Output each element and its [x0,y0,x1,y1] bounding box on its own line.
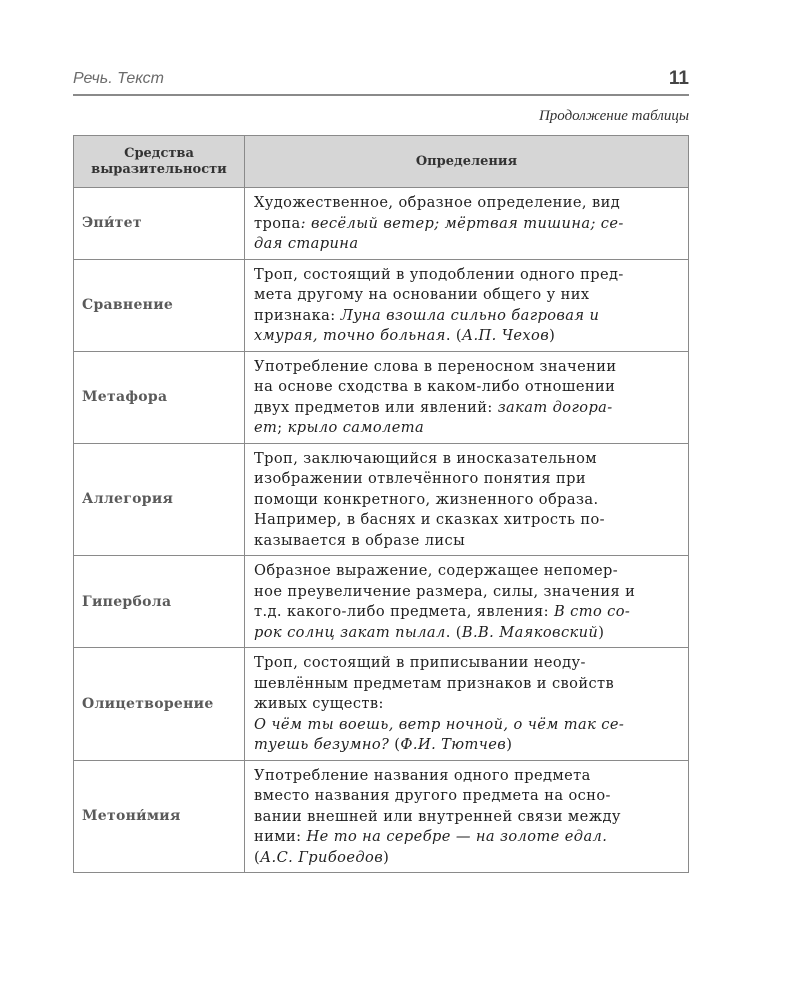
definition-example-text: закат догора- [497,398,613,416]
definition-text: Употребление слова в переносном значении [254,357,617,375]
definition-line [254,531,680,552]
page-number: 11 [668,68,689,89]
table-row [74,351,689,443]
definition-example-text: О чём ты воешь, ветр ночной, о чём так се- [254,715,625,733]
definition-text: Употребление названия одного предмета [254,766,591,784]
definition-line [254,234,680,255]
definition-line [254,827,680,848]
definition-text: признака: [254,306,341,324]
definition-line [254,766,680,787]
definition-line [254,265,680,286]
definition-text: . ( [445,623,462,641]
definition-text: . ( [445,327,462,344]
definition-example-text: хмурая, точно больная [254,327,446,344]
running-head: Речь. Текст [73,70,164,87]
definition-example-text: В.В. Маяковский [461,623,599,641]
column-header-definitions: Определения [245,136,689,188]
definition-example-text: дая старина [254,235,359,252]
definition-line [254,398,680,419]
definition-text: ( [254,848,261,866]
definition-line [254,653,680,674]
definition-line [254,193,680,214]
definition-line [254,694,680,715]
definition-cell [245,760,689,873]
term-cell: Эпи́тет [74,188,245,260]
definition-text: Художественное, образное определение, вид [254,194,621,211]
definition-text: Образное выражение, содержащее непомер- [254,562,619,579]
definition-text: Троп, заключающийся в иносказательном [254,449,598,467]
definition-text: тропа [254,214,301,232]
definition-line [254,469,680,490]
definition-text: мета другому на основании общего у них [254,286,590,303]
definition-line [254,715,680,736]
definition-line [254,449,680,470]
definition-cell [245,443,689,556]
definition-text: ) [549,327,556,344]
definition-text: ) [383,848,390,866]
definition-text: Троп, состоящий в приписывании неоду- [254,654,586,671]
definition-example-text: рок солнц закат пылал [254,623,446,641]
term-cell: Олицетворение [74,648,245,761]
definition-example-text: ет [254,419,278,436]
definition-example-text: Ф.И. Тютчев [400,736,507,753]
definition-text: на основе сходства в каком-либо отношении [254,378,616,395]
table-row [74,648,689,761]
term-cell: Метафора [74,351,245,443]
definition-text: ) [506,736,513,753]
definition-line [254,786,680,807]
definition-example-text: А.П. Чехов [462,327,550,344]
definition-text: ; [277,419,288,436]
definition-text: вании внешней или внутренней связи между [254,807,621,825]
table-row [74,556,689,648]
definition-line [254,377,680,398]
table-row [74,188,689,260]
definition-text: ( [389,736,401,753]
definition-example-text: Не то на серебре — на золоте едал. [306,828,608,845]
definition-cell [245,188,689,260]
column-header-means: Средства выразительности [74,136,245,188]
definition-cell [245,351,689,443]
definition-cell [245,648,689,761]
definition-line [254,807,680,828]
definition-line [254,582,680,603]
definition-line [254,490,680,511]
definition-line [254,674,680,695]
definition-line [254,848,680,869]
definition-text: ними: [254,828,307,845]
definition-text: ) [598,623,605,641]
definition-cell [245,259,689,351]
definition-example-text: туешь безумно? [254,736,390,753]
definition-text: казывается в образе лисы [254,531,466,549]
definition-text: Например, в баснях и сказках хитрость по- [254,511,605,528]
definition-line [254,306,680,327]
definition-line [254,510,680,531]
definition-line [254,561,680,582]
definition-text: изображении отвлечённого понятия при [254,470,587,487]
definition-line [254,735,680,756]
definition-example-text: Луна взошла сильно багровая и [340,306,600,324]
table-header-row [74,136,689,188]
term-cell: Сравнение [74,259,245,351]
table-body [74,188,689,873]
term-cell: Метони́мия [74,760,245,873]
definition-line [254,357,680,378]
definition-text: ное преувеличение размера, силы, значения и [254,582,636,600]
definition-cell [245,556,689,648]
definition-text: живых существ: [254,695,384,712]
definition-text: т.д. какого-либо предмета, явления: [254,603,554,620]
definition-example-text: крыло самолета [287,419,425,436]
definition-line [254,418,680,439]
table-continued-label: Продолжение таблицы [538,108,689,124]
definition-line [254,326,680,347]
definition-example-text: В сто со- [553,603,631,620]
definition-example-text: А.С. Грибоедов [260,848,384,866]
definition-line [254,602,680,623]
page-header [73,68,689,96]
definition-text: шевлённым предметам признаков и свойств [254,674,615,692]
definition-text: помощи конкретного, жизненного образа. [254,490,599,508]
expressive-means-table [73,135,689,873]
table-row [74,443,689,556]
definition-text: Троп, состоящий в уподоблении одного пред- [254,265,624,283]
definition-example-text: : весёлый ветер; мёртвая тишина; се- [300,214,624,232]
term-cell: Аллегория [74,443,245,556]
definition-text: вместо названия другого предмета на осно- [254,787,611,804]
definition-line [254,623,680,644]
definition-line [254,285,680,306]
definition-text: двух предметов или явлений: [254,398,498,416]
table-row [74,259,689,351]
table-row [74,760,689,873]
term-cell: Гипербола [74,556,245,648]
definition-line [254,214,680,235]
